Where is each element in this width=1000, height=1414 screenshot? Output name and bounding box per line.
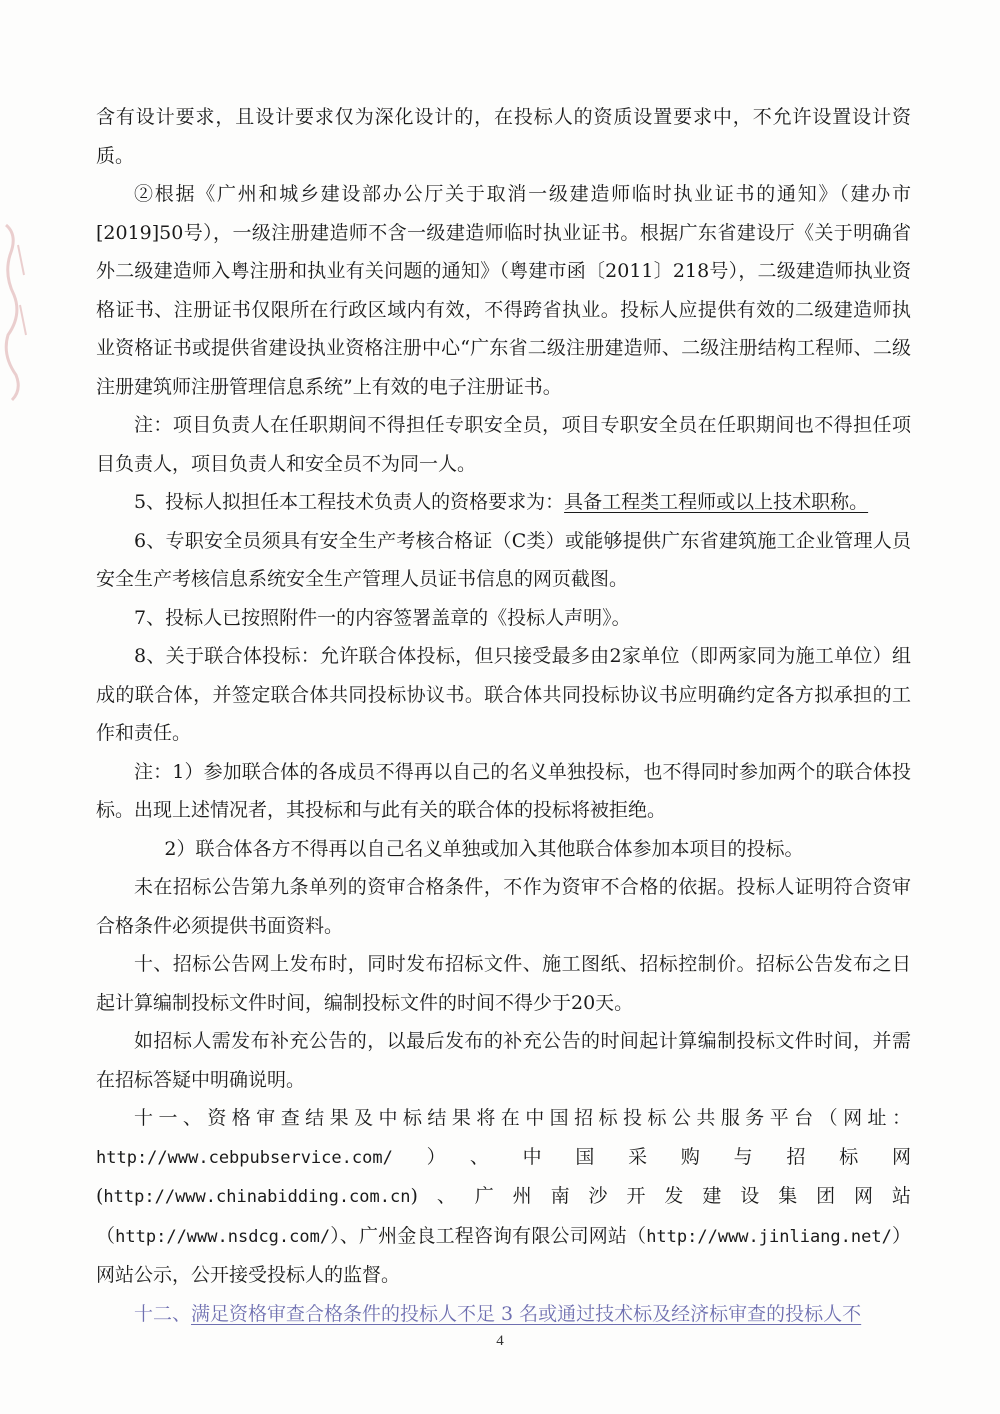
paragraph-note-consortium-2: 2）联合体各方不得再以自己名义单独或加入其他联合体参加本项目的投标。 xyxy=(164,837,804,860)
margin-stamp-mark xyxy=(0,215,30,405)
page-number: 4 xyxy=(496,1333,504,1349)
item-12-number: 十二、 xyxy=(134,1302,192,1325)
paragraph-item-7: 7、投标人已按照附件一的内容签署盖章的《投标人声明》。 xyxy=(134,606,631,629)
item-11-text-2: ）、中国采购与招标网( xyxy=(96,1145,911,1207)
link-nsdcg[interactable]: http://www.nsdcg.com/ xyxy=(115,1226,331,1247)
item-5-requirement: 具备工程类工程师或以上技术职称。 xyxy=(564,491,869,513)
paragraph-note-consortium-1: 注：1）参加联合体的各成员不得再以自己的名义单独投标，也不得同时参加两个的联合体投标。出现上述情况者，其投标和与此有关的联合体的投标将被拒绝。 xyxy=(96,760,911,821)
document-body xyxy=(96,98,911,1333)
link-chinabidding[interactable]: http://www.chinabidding.com.cn xyxy=(103,1187,411,1207)
link-jinliang[interactable]: http://www.jinliang.net/ xyxy=(646,1226,892,1247)
item-11-text-4: ）、广州金良工程咨询有限公司网站（ xyxy=(330,1224,647,1247)
paragraph-design-requirement: 含有设计要求，且设计要求仅为深化设计的，在投标人的资质设置要求中，不允许设置设计资质。 xyxy=(96,106,911,167)
item-11-text-3: )、广州南沙开发建设集团网站（ xyxy=(96,1185,911,1247)
item-12-text: 满足资格审查合格条件的投标人不足 3 名或通过技术标及经济标审查的投标人不 xyxy=(191,1302,862,1325)
paragraph-item-12 xyxy=(96,1295,911,1334)
item-5-text: 5、投标人拟担任本工程技术负责人的资格要求为： xyxy=(134,491,565,513)
paragraph-constructor-certificate: ②根据《广州和城乡建设部办公厅关于取消一级建造师临时执业证书的通知》（建办市[2019]50号），一级注册建造师不含一级建造师临时执业证书。根据广东省建设厅《关于明确省外二级建造师入粤注册和执业有关问题的通知》（粤建市函〔2011〕218号），二级建造师执业资格证书、注册证书仅限所在行政区域内有效，不得跨省执业。投标人应提供有效的二级建造师执业资格证书或提供省建设执业资格注册中心“广东省二级注册建造师、二级注册结构工程师、二级注册建筑师注册管理信息系统”上有效的电子注册证书。 xyxy=(96,183,911,398)
paragraph-item-6: 6、专职安全员须具有安全生产考核合格证（C类）或能够提供广东省建筑施工企业管理人员安全生产考核信息系统安全生产管理人员证书信息的网页截图。 xyxy=(96,529,911,590)
item-11-text-1: 十一、资格审查结果及中标结果将在中国招标投标公共服务平台（网址： xyxy=(134,1107,911,1129)
paragraph-item-10: 十、招标公告网上发布时，同时发布招标文件、施工图纸、招标控制价。招标公告发布之日起计算编制投标文件时间，编制投标文件的时间不得少于20天。 xyxy=(96,953,911,1014)
paragraph-note-safety-officer: 注：项目负责人在任职期间不得担任专职安全员，项目专职安全员在任职期间也不得担任项目负责人，项目负责人和安全员不为同一人。 xyxy=(96,414,911,475)
paragraph-item-11 xyxy=(96,1099,911,1295)
paragraph-unlisted-conditions: 未在招标公告第九条单列的资审合格条件，不作为资审不合格的依据。投标人证明符合资审合格条件必须提供书面资料。 xyxy=(96,876,911,937)
item-11-text-5: ）网站公示，公开接受投标人的监督。 xyxy=(96,1224,911,1286)
paragraph-item-5 xyxy=(96,483,911,522)
paragraph-item-8: 8、关于联合体投标：允许联合体投标，但只接受最多由2家单位（即两家同为施工单位）组成的联合体，并签定联合体共同投标协议书。联合体共同投标协议书应明确约定各方拟承担的工作和责任。 xyxy=(96,645,911,744)
link-cebpubservice[interactable]: http://www.cebpubservice.com/ xyxy=(96,1147,393,1168)
paragraph-supplementary-notice: 如招标人需发布补充公告的，以最后发布的补充公告的时间起计算编制投标文件时间，并需在招标答疑中明确说明。 xyxy=(96,1030,911,1091)
